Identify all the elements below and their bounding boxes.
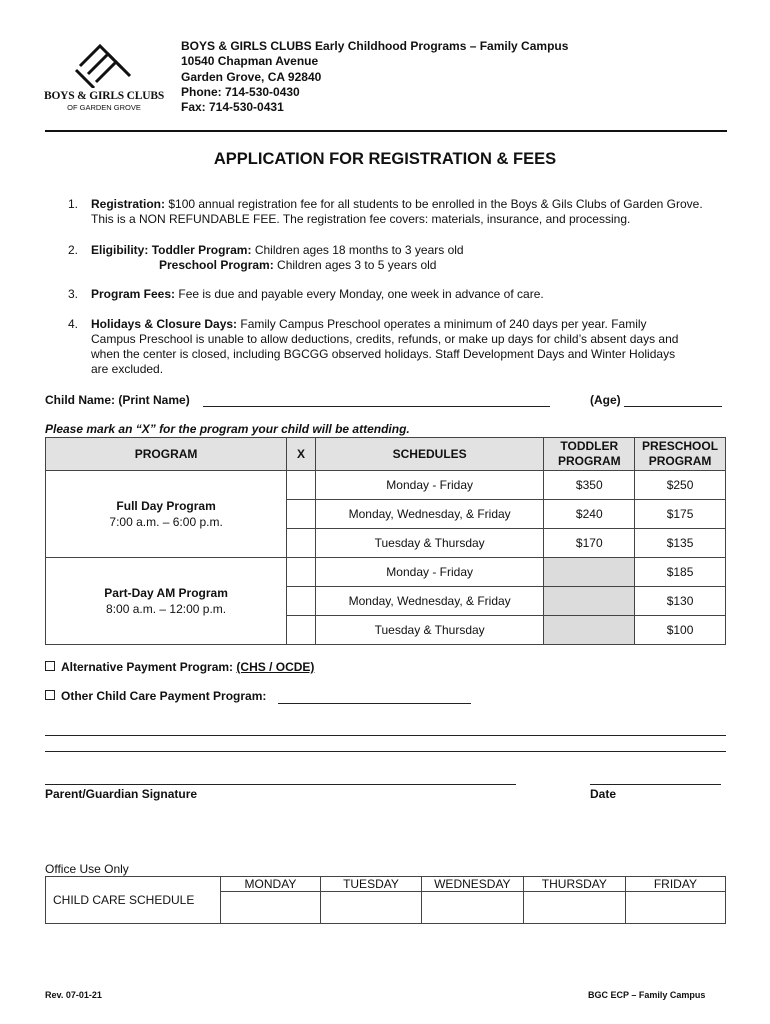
- office-schedule-table: [45, 876, 726, 924]
- day-header-friday: FRIDAY: [625, 877, 725, 892]
- logo-subtitle: OF GARDEN GROVE: [67, 103, 141, 112]
- x-checkbox-cell[interactable]: [287, 616, 316, 645]
- program-table: [45, 437, 726, 645]
- header-x: X: [287, 438, 316, 471]
- revision-label: Rev. 07-01-21: [45, 990, 102, 1000]
- day-header-wednesday: WEDNESDAY: [421, 877, 523, 892]
- x-checkbox-cell[interactable]: [287, 471, 316, 500]
- preschool-fee-cell: $185: [635, 558, 726, 587]
- monday-cell[interactable]: [220, 892, 320, 924]
- office-use-label: Office Use Only: [45, 862, 129, 876]
- x-checkbox-cell[interactable]: [287, 558, 316, 587]
- other-payment-field[interactable]: [278, 703, 471, 704]
- notes-line[interactable]: [45, 751, 726, 752]
- table-row: [46, 471, 726, 500]
- address-line-2: Garden Grove, CA 92840: [181, 69, 322, 84]
- alt-payment-checkbox[interactable]: [45, 661, 55, 671]
- toddler-fee-cell: $240: [544, 500, 635, 529]
- alt-payment-value: (CHS / OCDE): [236, 660, 315, 674]
- page-title: APPLICATION FOR REGISTRATION & FEES: [213, 150, 557, 168]
- schedule-cell: Tuesday & Thursday: [315, 529, 544, 558]
- day-header-thursday: THURSDAY: [523, 877, 625, 892]
- signature-label: Parent/Guardian Signature: [45, 787, 198, 801]
- preschool-fee-cell: $100: [635, 616, 726, 645]
- header-program: PROGRAM: [46, 438, 287, 471]
- day-header-tuesday: TUESDAY: [321, 877, 422, 892]
- wednesday-cell[interactable]: [421, 892, 523, 924]
- header-schedules: SCHEDULES: [315, 438, 544, 471]
- instruction-text: Please mark an “X” for the program your child will be attending.: [45, 422, 410, 436]
- table-row: [46, 558, 726, 587]
- schedule-cell: Monday, Wednesday, & Friday: [315, 587, 544, 616]
- preschool-fee-cell: $135: [635, 529, 726, 558]
- notes-line[interactable]: [45, 735, 726, 736]
- logo: [40, 40, 168, 112]
- address-line-1: 10540 Chapman Avenue: [181, 54, 319, 69]
- child-name-field[interactable]: [203, 406, 550, 407]
- fax: Fax: 714-530-0431: [181, 100, 284, 115]
- age-label: (Age): [590, 393, 621, 407]
- other-payment-checkbox[interactable]: [45, 690, 55, 700]
- phone: Phone: 714-530-0430: [181, 84, 300, 99]
- toddler-fee-cell: $350: [544, 471, 635, 500]
- org-line: BOYS & GIRLS CLUBS Early Childhood Programs – Family Campus: [181, 39, 569, 53]
- preschool-fee-cell: $175: [635, 500, 726, 529]
- preschool-fee-cell: $130: [635, 587, 726, 616]
- x-checkbox-cell[interactable]: [287, 500, 316, 529]
- friday-cell[interactable]: [625, 892, 725, 924]
- schedule-cell: Monday - Friday: [315, 471, 544, 500]
- other-payment-option: Other Child Care Payment Program:: [45, 689, 266, 703]
- age-field[interactable]: [624, 406, 722, 407]
- day-header-monday: MONDAY: [220, 877, 320, 892]
- alt-payment-option: Alternative Payment Program: (CHS / OCDE): [45, 660, 314, 674]
- header-preschool: PRESCHOOL PROGRAM: [635, 438, 726, 471]
- table-header-row: [46, 438, 726, 471]
- header-divider: [45, 130, 727, 132]
- item-registration: 1. Registration: $100 annual registration fee for all students to be enrolled in the Boys & Gils Clubs of Garden Grove. This is a NON REFUNDABLE FEE. The registration fee covers: materials, insurance, and processing.: [68, 197, 703, 226]
- organization-address: [181, 39, 568, 115]
- toddler-fee-cell-unavailable: [544, 616, 635, 645]
- x-checkbox-cell[interactable]: [287, 529, 316, 558]
- schedule-cell: Tuesday & Thursday: [315, 616, 544, 645]
- item-program-fees: 3. Program Fees: Fee is due and payable every Monday, one week in advance of care.: [68, 287, 544, 301]
- logo-name: BOYS & GIRLS CLUBS: [43, 90, 165, 102]
- child-name-label: Child Name: (Print Name): [45, 393, 190, 407]
- thursday-cell[interactable]: [523, 892, 625, 924]
- toddler-fee-cell-unavailable: [544, 587, 635, 616]
- header-toddler: TODDLER PROGRAM: [544, 438, 635, 471]
- footer-campus-label: BGC ECP – Family Campus: [588, 990, 706, 1000]
- clubs-logo-icon: [70, 40, 140, 88]
- preschool-fee-cell: $250: [635, 471, 726, 500]
- tuesday-cell[interactable]: [321, 892, 422, 924]
- full-day-program-cell: Full Day Program 7:00 a.m. – 6:00 p.m.: [46, 471, 287, 558]
- signature-field[interactable]: [45, 784, 516, 785]
- toddler-fee-cell: $170: [544, 529, 635, 558]
- part-day-program-cell: Part-Day AM Program 8:00 a.m. – 12:00 p.m.: [46, 558, 287, 645]
- date-label: Date: [590, 787, 617, 801]
- x-checkbox-cell[interactable]: [287, 587, 316, 616]
- toddler-fee-cell-unavailable: [544, 558, 635, 587]
- schedule-cell: Monday, Wednesday, & Friday: [315, 500, 544, 529]
- date-field[interactable]: [590, 784, 721, 785]
- child-care-schedule-label: CHILD CARE SCHEDULE: [46, 877, 221, 924]
- item-eligibility: 2. Eligibility: Toddler Program: Children ages 18 months to 3 years old Preschool Program: Children ages 3 to 5 years old: [68, 243, 464, 272]
- item-holidays: 4. Holidays & Closure Days: Family Campus Preschool operates a minimum of 240 days per year. Family Campus Preschool is unable to allow deductions, credits, refunds, or make up days for child’s absent days and when the center is closed, including BGCGG observed holidays. Staff Development Days and Winter Holidays are excluded.: [68, 317, 679, 376]
- schedule-cell: Monday - Friday: [315, 558, 544, 587]
